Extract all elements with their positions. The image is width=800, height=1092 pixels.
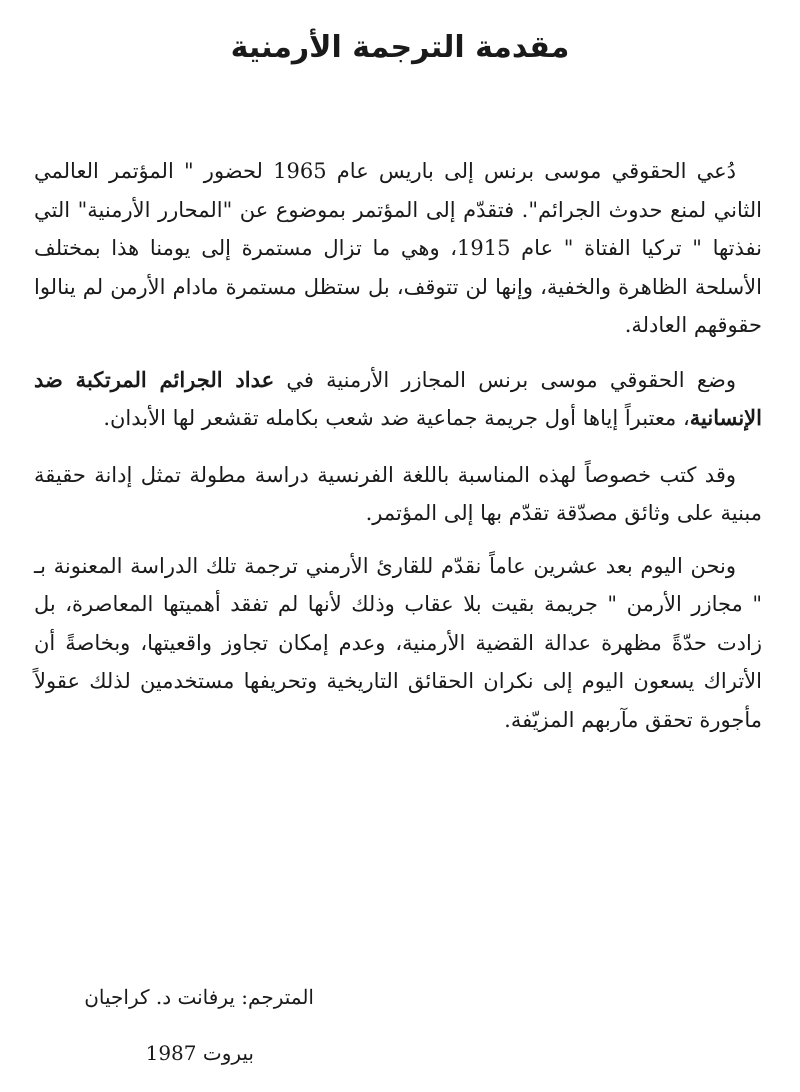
translator-credit: المترجم: يرفانت د. كراجيان xyxy=(84,985,314,1009)
paragraph-2-rest: ، معتبراً إياها أول جريمة جماعية ضد شعب بكامله تقشعر لها الأبدان. xyxy=(103,406,690,430)
document-body xyxy=(34,152,762,739)
paragraph-2-bold-phrase: عداد الجرائم المرتكبة ضد الإنسانية xyxy=(34,366,762,430)
paragraph-2 xyxy=(34,361,762,438)
paragraph-4: ونحن اليوم بعد عشرين عاماً نقدّم للقارئ الأرمني ترجمة تلك الدراسة المعنونة بـ " مجازر الأرمن " جريمة بقيت بلا عقاب وذلك لأنها لم تفقد أهميتها المعاصرة، بل زادت حدّةً مظهرة عدالة القضية الأرمنية، وعدم إمكان تجاوز واقعيتها، وبخاصةً أن الأتراك يسعون اليوم إلى نكران الحقائق التاريخية وتحريفها مستخدمين لذلك عقولاً مأجورة تحقق مآربهم المزيّفة. xyxy=(34,553,762,732)
page-title: مقدمة الترجمة الأرمنية xyxy=(230,30,570,65)
place-and-date: بيروت 1987 xyxy=(145,1041,254,1065)
paragraph-3: وقد كتب خصوصاً لهذه المناسبة باللغة الفرنسية دراسة مطولة تمثل إدانة حقيقة مبنية على وثائق مصدّقة تقدّم بها إلى المؤتمر. xyxy=(34,462,762,525)
paragraph-1: دُعي الحقوقي موسى برنس إلى باريس عام 1965 لحضور " المؤتمر العالمي الثاني لمنع حدوث الجرائم". فتقدّم إلى المؤتمر بموضوع عن "المحارر الأرمنية" التي نفذتها " تركيا الفتاة " عام 1915، وهي ما تزال مستمرة إلى يومنا هذا بمختلف الأسلحة الظاهرة والخفية، وإنها لن تتوقف، بل ستظل مستمرة مادام الأرمن لم ينالوا حقوقهم العادلة. xyxy=(34,159,762,337)
paragraph-2-intro: وضع الحقوقي موسى برنس المجازر الأرمنية في xyxy=(286,367,736,392)
